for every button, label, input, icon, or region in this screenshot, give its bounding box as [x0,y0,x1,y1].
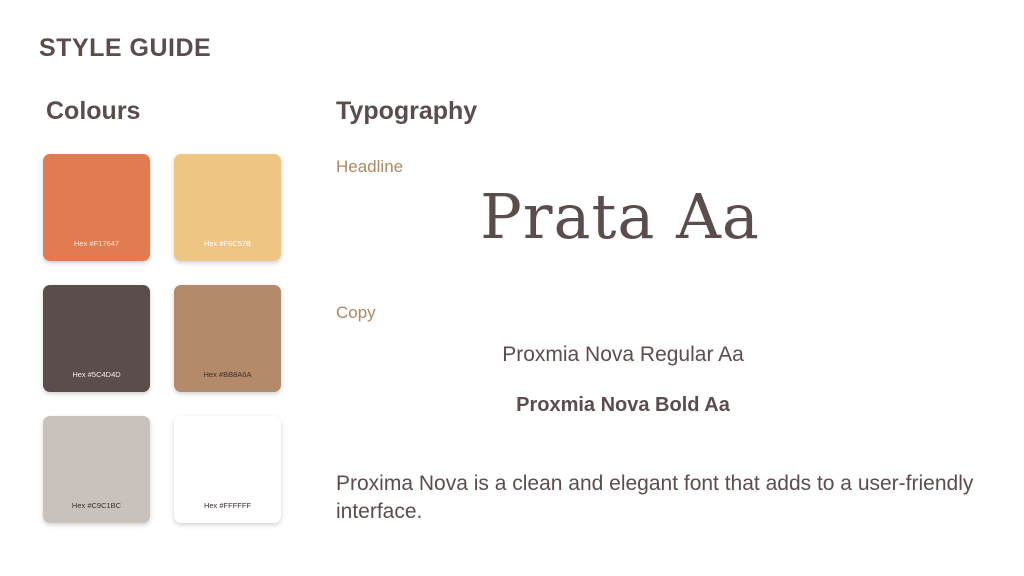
swatch-hex-label: Hex #FFFFFF [203,501,252,510]
font-description: Proxima Nova is a clean and elegant font that adds to a user-friendly interface. [336,472,974,523]
copy-label: Copy [336,303,376,322]
swatch-hex-label: Hex #C9C1BC [71,501,122,510]
copy-regular-sample: Proxmia Nova Regular Aa [502,343,744,366]
swatch-hex-label: Hex #5C4D4D [72,370,121,379]
swatch-dark-brown [43,285,150,392]
swatch-white [174,416,281,523]
swatch-hex-label: Hex #F6C57B [203,239,252,248]
headline-label: Headline [336,157,404,176]
copy-bold-sample: Proxmia Nova Bold Aa [516,394,730,416]
swatch-grey [43,416,150,523]
swatch-hex-label: Hex #BB8A6A [203,370,252,379]
typography-heading: Typography [336,97,478,125]
swatch-hex-label: Hex #F17647 [73,239,120,248]
swatch-yellow [174,154,281,261]
swatch-orange [43,154,150,261]
headline-font-sample: Prata Aa [480,180,760,253]
colours-heading: Colours [46,97,141,125]
swatch-tan [174,285,281,392]
page-title: STYLE GUIDE [39,34,212,62]
